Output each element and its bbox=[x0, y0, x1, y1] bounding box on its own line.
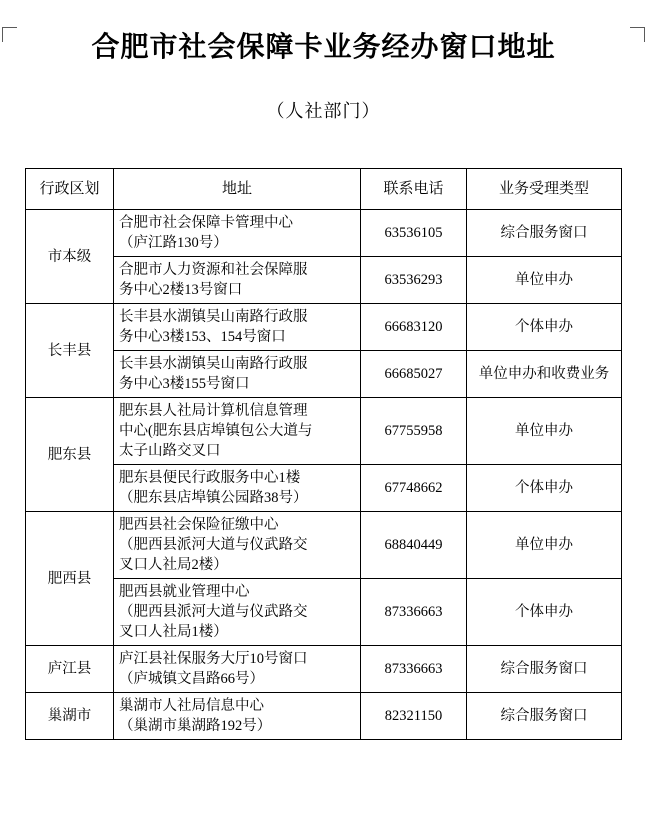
cell-service-type: 单位申办 bbox=[467, 512, 622, 579]
address-line: 长丰县水湖镇吴山南路行政服 bbox=[119, 309, 308, 325]
address-line: （巢湖市巢湖路192号） bbox=[119, 718, 272, 734]
cell-address bbox=[114, 512, 361, 579]
cell-service-type: 个体申办 bbox=[467, 465, 622, 512]
address-line: 太子山路交叉口 bbox=[119, 443, 221, 459]
table-row bbox=[26, 351, 622, 398]
table-row bbox=[26, 693, 622, 740]
address-line: 合肥市人力资源和社会保障服 bbox=[119, 262, 308, 278]
cell-phone: 82321150 bbox=[361, 693, 467, 740]
cell-phone: 68840449 bbox=[361, 512, 467, 579]
address-line: 务中心2楼13号窗口 bbox=[119, 282, 243, 298]
column-header-region: 行政区划 bbox=[26, 169, 114, 210]
cell-phone: 67748662 bbox=[361, 465, 467, 512]
cell-phone: 66685027 bbox=[361, 351, 467, 398]
address-line: 庐江县社保服务大厅10号窗口 bbox=[119, 651, 308, 667]
address-line: 务中心3楼153、154号窗口 bbox=[119, 329, 286, 345]
table-row bbox=[26, 646, 622, 693]
address-line: 肥西县社会保险征缴中心 bbox=[119, 517, 279, 533]
address-line: 长丰县水湖镇吴山南路行政服 bbox=[119, 356, 308, 372]
address-line: （肥西县派河大道与仪武路交 bbox=[119, 604, 308, 620]
table-row bbox=[26, 579, 622, 646]
cell-phone: 63536105 bbox=[361, 210, 467, 257]
document-page bbox=[0, 25, 647, 821]
cell-service-type: 单位申办 bbox=[467, 398, 622, 465]
table-row bbox=[26, 512, 622, 579]
cell-address bbox=[114, 646, 361, 693]
cell-phone: 87336663 bbox=[361, 579, 467, 646]
address-line: （肥东县店埠镇公园路38号） bbox=[119, 490, 308, 506]
column-header-type: 业务受理类型 bbox=[467, 169, 622, 210]
cell-address bbox=[114, 304, 361, 351]
address-line: （庐江路130号） bbox=[119, 235, 228, 251]
cell-phone: 87336663 bbox=[361, 646, 467, 693]
cell-address bbox=[114, 579, 361, 646]
page-title: 合肥市社会保障卡业务经办窗口地址 bbox=[91, 32, 556, 63]
address-line: 务中心3楼155号窗口 bbox=[119, 376, 250, 392]
cell-region: 庐江县 bbox=[26, 646, 114, 693]
crop-mark-top-right bbox=[630, 27, 645, 42]
cell-address bbox=[114, 398, 361, 465]
cell-phone: 67755958 bbox=[361, 398, 467, 465]
cell-service-type: 综合服务窗口 bbox=[467, 693, 622, 740]
address-line: 叉口人社局2楼） bbox=[119, 557, 228, 573]
table-row bbox=[26, 210, 622, 257]
column-header-phone: 联系电话 bbox=[361, 169, 467, 210]
table-row bbox=[26, 257, 622, 304]
cell-phone: 63536293 bbox=[361, 257, 467, 304]
table-row bbox=[26, 304, 622, 351]
cell-address bbox=[114, 210, 361, 257]
address-line: 肥东县便民行政服务中心1楼 bbox=[119, 470, 301, 486]
address-line: 中心(肥东县店埠镇包公大道与 bbox=[119, 423, 313, 439]
cell-region: 长丰县 bbox=[26, 304, 114, 398]
address-line: 肥西县就业管理中心 bbox=[119, 584, 250, 600]
table-row bbox=[26, 465, 622, 512]
table-row bbox=[26, 398, 622, 465]
crop-mark-top-left bbox=[2, 27, 17, 42]
cell-service-type: 单位申办和收费业务 bbox=[467, 351, 622, 398]
page-subtitle: （人社部门） bbox=[266, 101, 381, 121]
address-line: 合肥市社会保障卡管理中心 bbox=[119, 215, 293, 231]
cell-service-type: 综合服务窗口 bbox=[467, 646, 622, 693]
cell-region: 巢湖市 bbox=[26, 693, 114, 740]
cell-service-type: 个体申办 bbox=[467, 579, 622, 646]
address-line: （肥西县派河大道与仪武路交 bbox=[119, 537, 308, 553]
cell-address bbox=[114, 351, 361, 398]
address-line: 肥东县人社局计算机信息管理 bbox=[119, 403, 308, 419]
cell-service-type: 单位申办 bbox=[467, 257, 622, 304]
cell-service-type: 个体申办 bbox=[467, 304, 622, 351]
cell-phone: 66683120 bbox=[361, 304, 467, 351]
cell-service-type: 综合服务窗口 bbox=[467, 210, 622, 257]
cell-region: 肥西县 bbox=[26, 512, 114, 646]
cell-region: 肥东县 bbox=[26, 398, 114, 512]
address-line: 叉口人社局1楼） bbox=[119, 624, 228, 640]
table-body bbox=[26, 210, 622, 740]
address-line: 巢湖市人社局信息中心 bbox=[119, 698, 264, 714]
cell-address bbox=[114, 693, 361, 740]
cell-region: 市本级 bbox=[26, 210, 114, 304]
column-header-address: 地址 bbox=[114, 169, 361, 210]
table-header-row bbox=[26, 169, 622, 210]
service-window-table bbox=[25, 168, 622, 740]
address-line: （庐城镇文昌路66号） bbox=[119, 671, 264, 687]
cell-address bbox=[114, 465, 361, 512]
cell-address bbox=[114, 257, 361, 304]
